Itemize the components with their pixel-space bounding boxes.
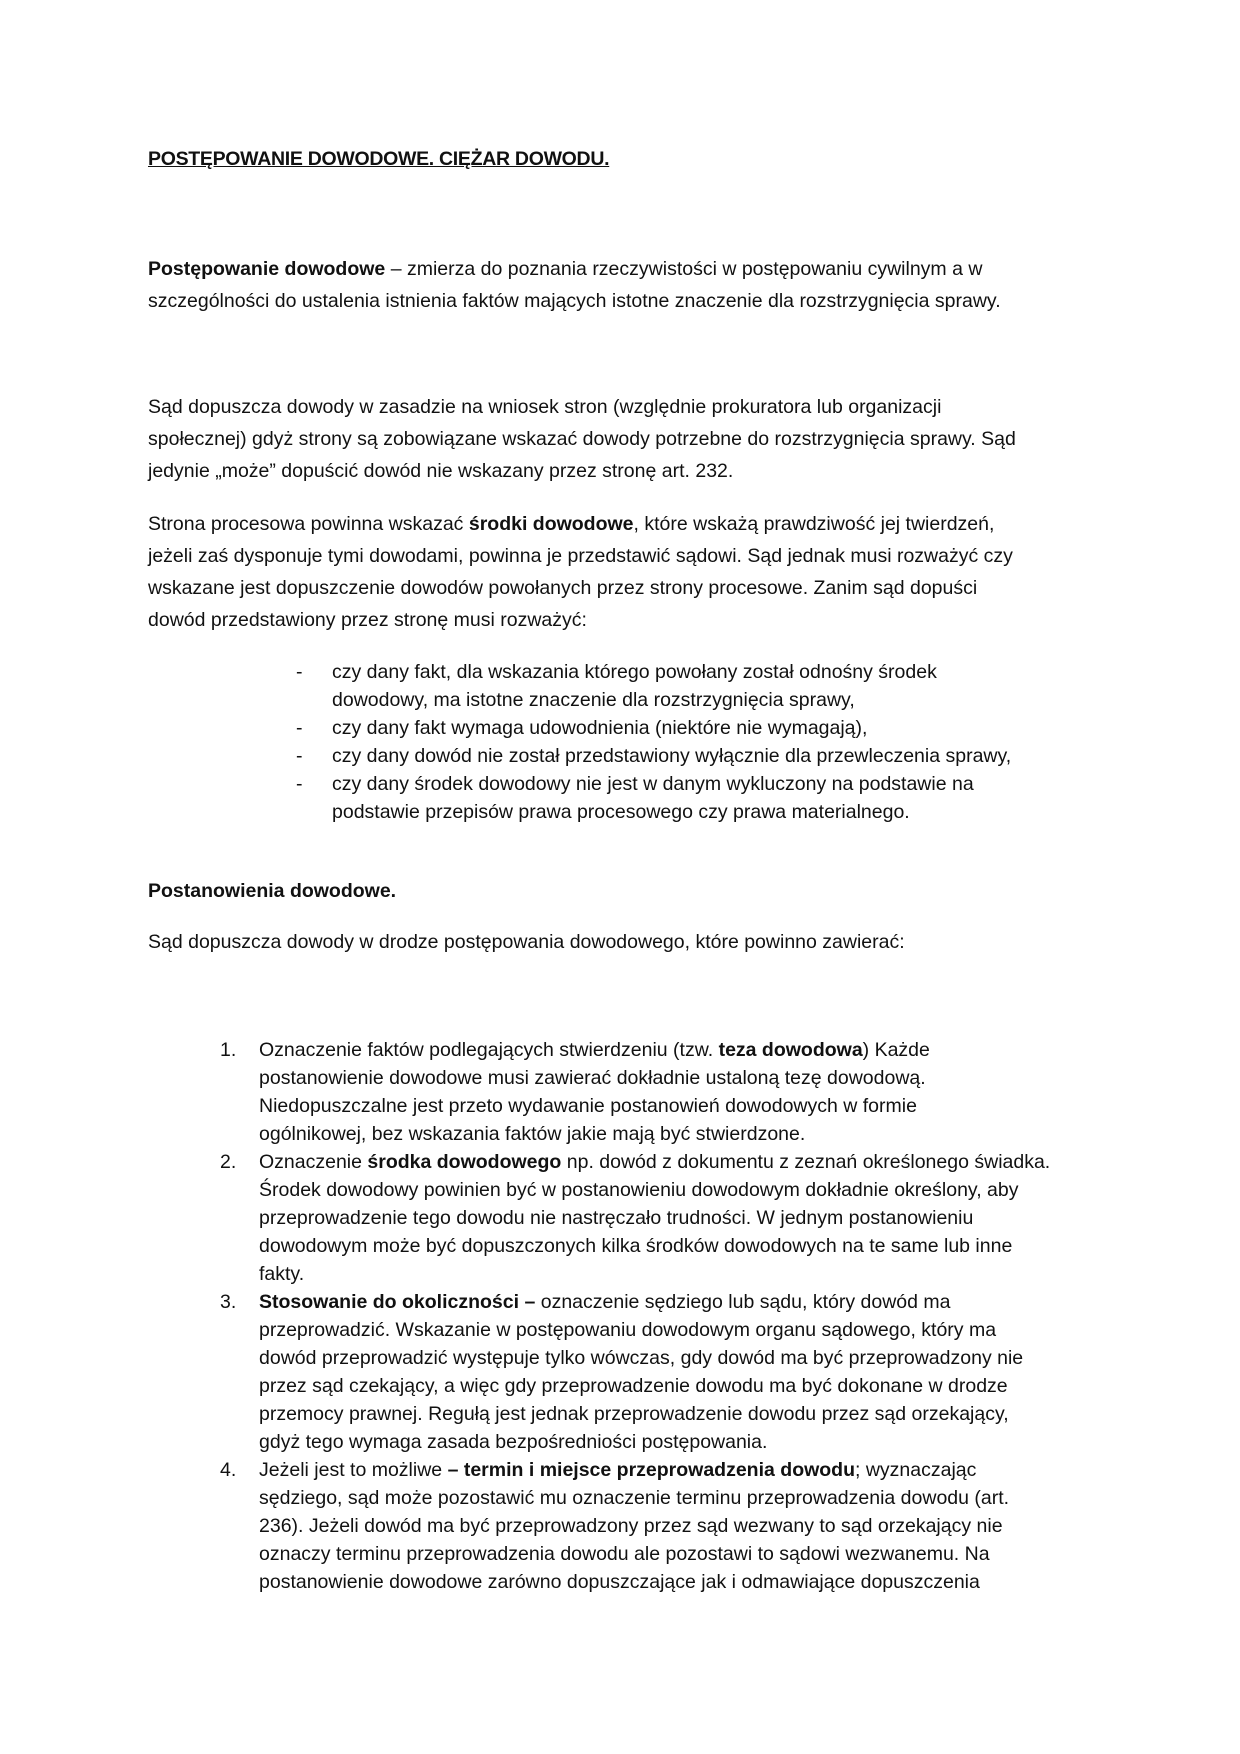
bold-text: środka dowodowego (367, 1151, 562, 1173)
text: postanowienie dowodowe zarówno dopuszczające jak i odmawiające dopuszczenia (259, 1571, 980, 1593)
text: przeprowadzić. Wskazanie w postępowaniu dowodowym organu sądowego, który ma (259, 1319, 997, 1341)
list-marker: 1. (220, 1039, 237, 1061)
text-line (148, 572, 1013, 604)
list-marker: 3. (220, 1291, 237, 1313)
bullet-list (296, 658, 1011, 826)
text-line (148, 508, 1013, 540)
text-line (332, 742, 1011, 770)
text: Środek dowodowy powinien być w postanowieniu dowodowym dokładnie określony, aby (259, 1179, 1019, 1201)
text: oznaczenie sędziego lub sądu, który dowód ma (535, 1291, 951, 1313)
bold-text: środki dowodowe (468, 513, 634, 535)
bold-text: – termin i miejsce przeprowadzenia dowodu (447, 1459, 856, 1481)
text-line (332, 798, 1011, 826)
text-line (148, 604, 1013, 636)
text-line (259, 1540, 1050, 1568)
text: gdyż tego wymaga zasada bezpośredniości postępowania. (259, 1431, 768, 1453)
bold-text: Postępowanie dowodowe (148, 258, 386, 280)
list-marker: 4. (220, 1459, 237, 1481)
text: czy dany dowód nie został przedstawiony wyłącznie dla przewleczenia sprawy, (332, 745, 1012, 767)
bold-text: teza dowodowa (718, 1039, 863, 1061)
list-marker: - (296, 717, 303, 739)
text: Sąd dopuszcza dowody w drodze postępowania dowodowego, które powinno zawierać: (148, 931, 905, 953)
text: przeprowadzenie tego dowodu nie nastręczało trudności. W jednym postanowieniu (259, 1207, 974, 1229)
text-line (259, 1176, 1050, 1204)
list-item (296, 658, 1011, 714)
text: przez sąd czekający, a więc gdy przeprowadzenie dowodu ma być dokonane w drodze (259, 1375, 1008, 1397)
text: szczególności do ustalenia istnienia faktów mających istotne znaczenie dla rozstrzygnięcia sprawy. (148, 289, 1001, 312)
list-item (296, 742, 1011, 770)
text-line (259, 1428, 1050, 1456)
text: czy dany środek dowodowy nie jest w danym wykluczony na podstawie na (332, 773, 974, 795)
numbered-list (220, 1036, 1050, 1596)
text: przemocy prawnej. Regułą jest jednak przeprowadzenie dowodu przez sąd orzekający, (259, 1403, 1009, 1425)
text-line (148, 391, 1016, 423)
text-line (259, 1148, 1050, 1176)
document-title: POSTĘPOWANIE DOWODOWE. CIĘŻAR DOWODU. (148, 148, 610, 170)
list-item (220, 1456, 1050, 1596)
text: 236). Jeżeli dowód ma być przeprowadzony przez sąd wezwany to sąd orzekający nie (259, 1515, 1003, 1537)
list-marker: 2. (220, 1151, 237, 1173)
text: Oznaczenie faktów podlegających stwierdzeniu (tzw. (259, 1039, 719, 1061)
list-item (296, 714, 1011, 742)
text-line (148, 423, 1016, 455)
paragraph-party-evidence (148, 508, 1013, 636)
text-line (148, 931, 905, 954)
paragraph-definition (148, 254, 1001, 317)
text: np. dowód z dokumentu z zeznań określonego świadka. (561, 1151, 1051, 1173)
text-line (259, 1568, 1050, 1596)
text-line (332, 714, 1011, 742)
text: czy dany fakt wymaga udowodnienia (niektóre nie wymagają), (332, 717, 868, 739)
text: ) Każde (862, 1039, 930, 1061)
list-marker: - (296, 661, 303, 683)
text: Strona procesowa powinna wskazać (148, 513, 469, 535)
text: – zmierza do poznania rzeczywistości w postępowaniu cywilnym a w (385, 258, 983, 280)
text: , które wskażą prawdziwość jej twierdzeń, (633, 513, 995, 535)
text: ogólnikowej, bez wskazania faktów jakie mają być stwierdzone. (259, 1123, 806, 1145)
text: czy dany fakt, dla wskazania którego powołany został odnośny środek (332, 661, 937, 683)
text: Oznaczenie (259, 1151, 368, 1173)
list-item (296, 770, 1011, 826)
text-line (259, 1484, 1050, 1512)
text: Jeżeli jest to możliwe (259, 1459, 448, 1481)
text: ; wyznaczając (855, 1459, 977, 1481)
text-line (259, 1232, 1050, 1260)
bold-text: Stosowanie do okoliczności – (259, 1291, 536, 1313)
text: jedynie „może” dopuścić dowód nie wskazany przez stronę art. 232. (148, 460, 734, 482)
text: społecznej) gdyż strony są zobowiązane wskazać dowody potrzebne do rozstrzygnięcia sprawy. Sąd (148, 428, 1016, 450)
text-line (259, 1344, 1050, 1372)
text-line (148, 254, 1001, 286)
text-line (259, 1372, 1050, 1400)
text: Sąd dopuszcza dowody w zasadzie na wniosek stron (względnie prokuratora lub organizacji (148, 396, 942, 418)
text-line (259, 1064, 1050, 1092)
text: wskazane jest dopuszczenie dowodów powołanych przez strony procesowe. Zanim sąd dopuści (148, 577, 978, 599)
text-line (148, 455, 1016, 487)
text-line (259, 1036, 1050, 1064)
text-line (332, 770, 1011, 798)
text: dowodowym może być dopuszczonych kilka środków dowodowych na te same lub inne (259, 1235, 1013, 1257)
text-line (259, 1288, 1050, 1316)
paragraph-intro-list (148, 931, 905, 954)
text-line (259, 1092, 1050, 1120)
text-line (259, 1316, 1050, 1344)
list-marker: - (296, 745, 303, 767)
list-marker: - (296, 773, 303, 795)
text-line (259, 1260, 1050, 1288)
text-line (148, 286, 1001, 318)
text-line (259, 1400, 1050, 1428)
section-heading: Postanowienia dowodowe. (148, 880, 397, 902)
text: postanowienie dowodowe musi zawierać dokładnie ustaloną tezę dowodową. (259, 1067, 926, 1089)
list-item (220, 1036, 1050, 1148)
text: fakty. (259, 1263, 305, 1285)
text-line (332, 658, 1011, 686)
text-line (332, 686, 1011, 714)
text-line (259, 1512, 1050, 1540)
text-line (259, 1120, 1050, 1148)
list-item (220, 1288, 1050, 1456)
text-line (259, 1204, 1050, 1232)
text: sędziego, sąd może pozostawić mu oznaczenie terminu przeprowadzenia dowodu (art. (259, 1487, 1010, 1509)
text: Niedopuszczalne jest przeto wydawanie postanowień dowodowych w formie (259, 1095, 917, 1117)
text: dowodowy, ma istotne znaczenie dla rozstrzygnięcia sprawy, (332, 689, 855, 711)
list-item (220, 1148, 1050, 1288)
text: dowód przeprowadzić występuje tylko wówczas, gdy dowód ma być przeprowadzony nie (259, 1347, 1024, 1369)
paragraph-court-admits (148, 391, 1016, 487)
text: dowód przedstawiony przez stronę musi rozważyć: (148, 609, 587, 631)
text-line (148, 540, 1013, 572)
text: podstawie przepisów prawa procesowego czy prawa materialnego. (332, 801, 910, 823)
text: oznaczy terminu przeprowadzenia dowodu ale pozostawi to sądowi wezwanemu. Na (259, 1543, 990, 1565)
text-line (259, 1456, 1050, 1484)
text: jeżeli zaś dysponuje tymi dowodami, powinna je przedstawić sądowi. Sąd jednak musi rozważyć czy (148, 545, 1013, 567)
